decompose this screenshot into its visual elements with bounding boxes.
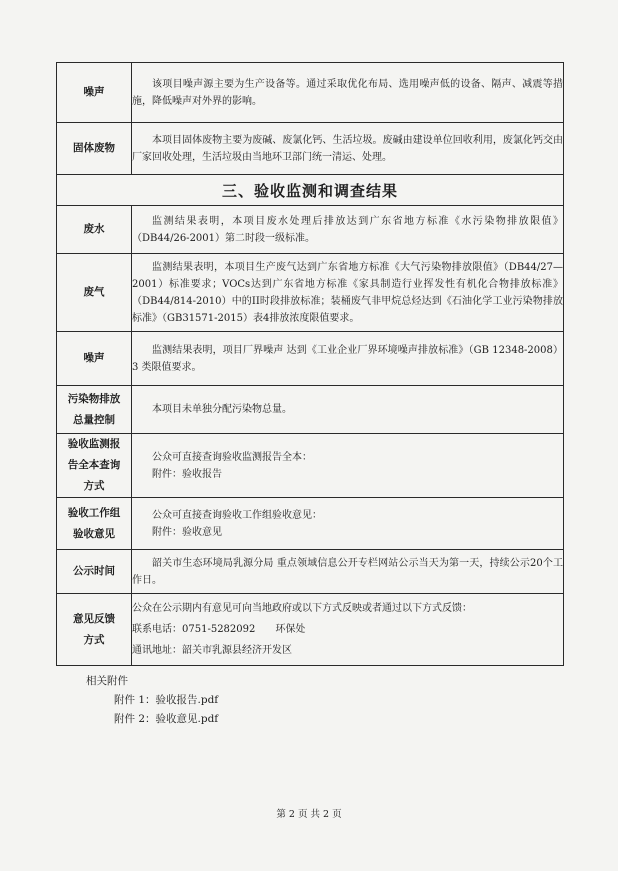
acceptance-table bbox=[56, 62, 564, 666]
attachments-section bbox=[86, 672, 218, 729]
row-label: 验收工作组 验收意见 bbox=[57, 498, 132, 550]
table-row bbox=[57, 63, 564, 123]
table-row bbox=[57, 498, 564, 550]
section-title: 三、验收监测和调查结果 bbox=[57, 175, 564, 206]
row-label: 验收监测报 告全本查询 方式 bbox=[57, 434, 132, 498]
row-label: 意见反馈 方式 bbox=[57, 594, 132, 666]
row-label: 噪声 bbox=[57, 332, 132, 386]
table-row bbox=[57, 206, 564, 254]
report-attachment-link[interactable]: 附件：验收报告 bbox=[152, 468, 222, 480]
row-label: 污染物排放 总量控制 bbox=[57, 386, 132, 434]
row-label: 固体废物 bbox=[57, 123, 132, 175]
row-content: 公众可直接查询验收监测报告全本： 附件：验收报告 bbox=[132, 434, 564, 498]
row-content: 本项目未单独分配污染物总量。 bbox=[132, 386, 564, 434]
table-row bbox=[57, 550, 564, 594]
row-content: 公众在公示期内有意见可向当地政府或以下方式反映或者通过以下方式反馈： 联系电话：0751-5282092 环保处 通讯地址：韶关市乳源县经济开发区 bbox=[132, 594, 564, 666]
attachment-link-opinion[interactable]: 附件 2：验收意见.pdf bbox=[114, 713, 219, 725]
table-row bbox=[57, 434, 564, 498]
row-content: 公众可直接查询验收工作组验收意见： 附件：验收意见 bbox=[132, 498, 564, 550]
table-row bbox=[57, 386, 564, 434]
row-content: 监测结果表明，本项目废水处理后排放达到广东省地方标准《水污染物排放限值》（DB44/26-2001）第二时段一级标准。 bbox=[132, 206, 564, 254]
row-label: 噪声 bbox=[57, 63, 132, 123]
row-label: 废水 bbox=[57, 206, 132, 254]
row-label: 公示时间 bbox=[57, 550, 132, 594]
page-number: 第 2 页 共 2 页 bbox=[276, 809, 342, 820]
row-label: 废气 bbox=[57, 254, 132, 332]
row-content: 该项目噪声源主要为生产设备等。通过采取优化布局、选用噪声低的设备、隔声、减震等措施，降低噪声对外界的影响。 bbox=[132, 63, 564, 123]
attachment-link-report[interactable]: 附件 1：验收报告.pdf bbox=[114, 694, 219, 706]
row-content: 本项目固体废物主要为废碱、废氯化钙、生活垃圾。废碱由建设单位回收利用，废氯化钙交由厂家回收处理，生活垃圾由当地环卫部门统一清运、处理。 bbox=[132, 123, 564, 175]
table-row bbox=[57, 254, 564, 332]
row-content: 韶关市生态环境局乳源分局 重点领域信息公开专栏网站公示当天为第一天，持续公示20个工作日。 bbox=[132, 550, 564, 594]
row-content: 监测结果表明，项目厂界噪声 达到《工业企业厂界环境噪声排放标准》（GB 12348-2008）3 类限值要求。 bbox=[132, 332, 564, 386]
section-row bbox=[57, 175, 564, 206]
opinion-attachment-link[interactable]: 附件：验收意见 bbox=[152, 526, 222, 538]
table-row bbox=[57, 594, 564, 666]
table-row bbox=[57, 332, 564, 386]
table-row bbox=[57, 123, 564, 175]
attachments-title: 相关附件 bbox=[86, 675, 128, 687]
row-content: 监测结果表明，本项目生产废气达到广东省地方标准《大气污染物排放限值》（DB44/27—2001）标准要求；VOCs达到广东省地方标准《家具制造行业挥发性有机化合物排放标准》（DB44/814-2010）中的II时段排放标准；装桶废气非甲烷总烃达到《石油化学工业污染物排放标准》（GB31571-2015）表4排放浓度限值要求。 bbox=[132, 254, 564, 332]
